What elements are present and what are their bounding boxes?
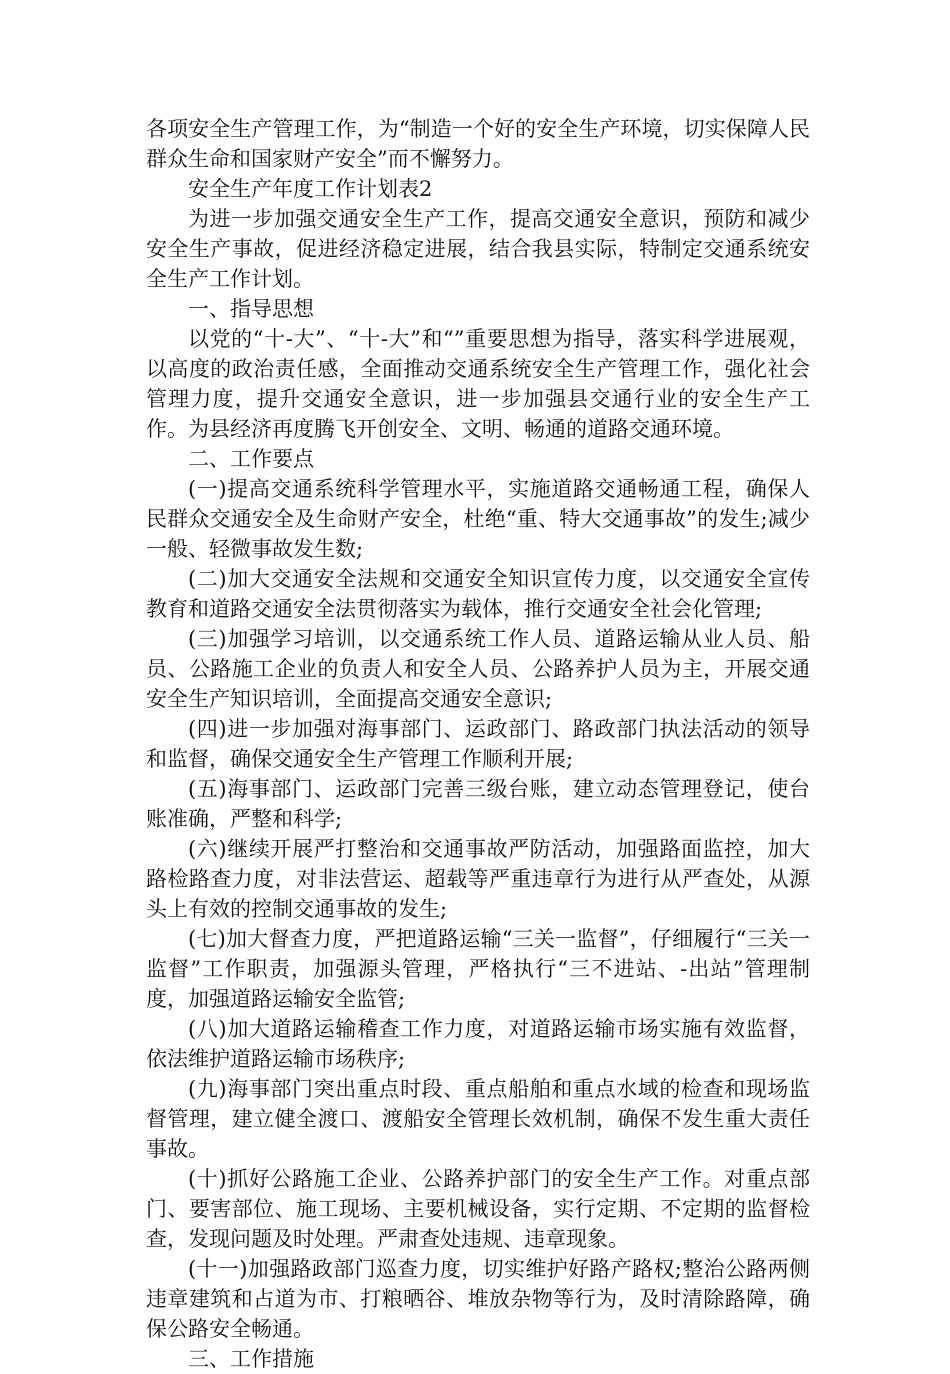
work-point-2: (二)加大交通安全法规和交通安全知识宣传力度，以交通安全宣传教育和道路交通安全法贯彻落实为载体，推行交通安全社会化管理; bbox=[146, 567, 810, 621]
work-point-1: (一)提高交通系统科学管理水平，实施道路交通畅通工程，确保人民群众交通安全及生命财产安全，杜绝“重、特大交通事故”的发生;减少一般、轻微事故发生数; bbox=[146, 477, 810, 561]
work-point-6: (六)继续开展严打整治和交通事故严防活动，加强路面监控，加大路检路查力度，对非法营运、超载等严重违章行为进行从严查处，从源头上有效的控制交通事故的发生; bbox=[146, 837, 810, 921]
heading-guiding-ideology: 一、指导思想 bbox=[188, 297, 314, 321]
heading-work-points: 二、工作要点 bbox=[188, 447, 314, 471]
work-point-9: (九)海事部门突出重点时段、重点船舶和重点水域的检查和现场监督管理，建立健全渡口、渡船安全管理长效机制，确保不发生重大责任事故。 bbox=[146, 1077, 810, 1161]
work-point-3: (三)加强学习培训，以交通系统工作人员、道路运输从业人员、船员、公路施工企业的负责人和安全人员、公路养护人员为主，开展交通安全生产知识培训，全面提高交通安全意识; bbox=[146, 627, 810, 711]
paragraph-continuation: 各项安全生产管理工作，为“制造一个好的安全生产环境，切实保障人民群众生命和国家财产安全”而不懈努力。 bbox=[146, 117, 810, 171]
document-page bbox=[146, 114, 810, 1374]
paragraph-intro: 为进一步加强交通安全生产工作，提高交通安全意识，预防和减少安全生产事故，促进经济稳定进展，结合我县实际，特制定交通系统安全生产工作计划。 bbox=[146, 207, 810, 291]
work-point-4: (四)进一步加强对海事部门、运政部门、路政部门执法活动的领导和监督，确保交通安全生产管理工作顺利开展; bbox=[146, 717, 810, 771]
work-point-10: (十)抓好公路施工企业、公路养护部门的安全生产工作。对重点部门、要害部位、施工现场、主要机械设备，实行定期、不定期的监督检查，发现问题及时处理。严肃查处违规、违章现象。 bbox=[146, 1167, 810, 1251]
section-title-plan-2: 安全生产年度工作计划表2 bbox=[188, 177, 433, 201]
work-point-11: (十一)加强路政部门巡查力度，切实维护好路产路权;整治公路两侧违章建筑和占道为市、打粮晒谷、堆放杂物等行为，及时清除路障，确保公路安全畅通。 bbox=[146, 1257, 810, 1341]
heading-work-measures: 三、工作措施 bbox=[188, 1347, 314, 1371]
work-point-7: (七)加大督查力度，严把道路运输“三关一监督”，仔细履行“三关一监督”工作职责，加强源头管理，严格执行“三不进站、-出站”管理制度，加强道路运输安全监管; bbox=[146, 927, 810, 1011]
work-point-5: (五)海事部门、运政部门完善三级台账，建立动态管理登记，使台账准确，严整和科学; bbox=[146, 777, 810, 831]
work-point-8: (八)加大道路运输稽查工作力度，对道路运输市场实施有效监督，依法维护道路运输市场秩序; bbox=[146, 1017, 810, 1071]
paragraph-guiding-ideology: 以党的“十-大”、“十-大”和“”重要思想为指导，落实科学进展观，以高度的政治责任感，全面推动交通系统安全生产管理工作，强化社会管理力度，提升交通安全意识，进一步加强县交通行业的安全生产工作。为县经济再度腾飞开创安全、文明、畅通的道路交通环境。 bbox=[146, 327, 810, 441]
